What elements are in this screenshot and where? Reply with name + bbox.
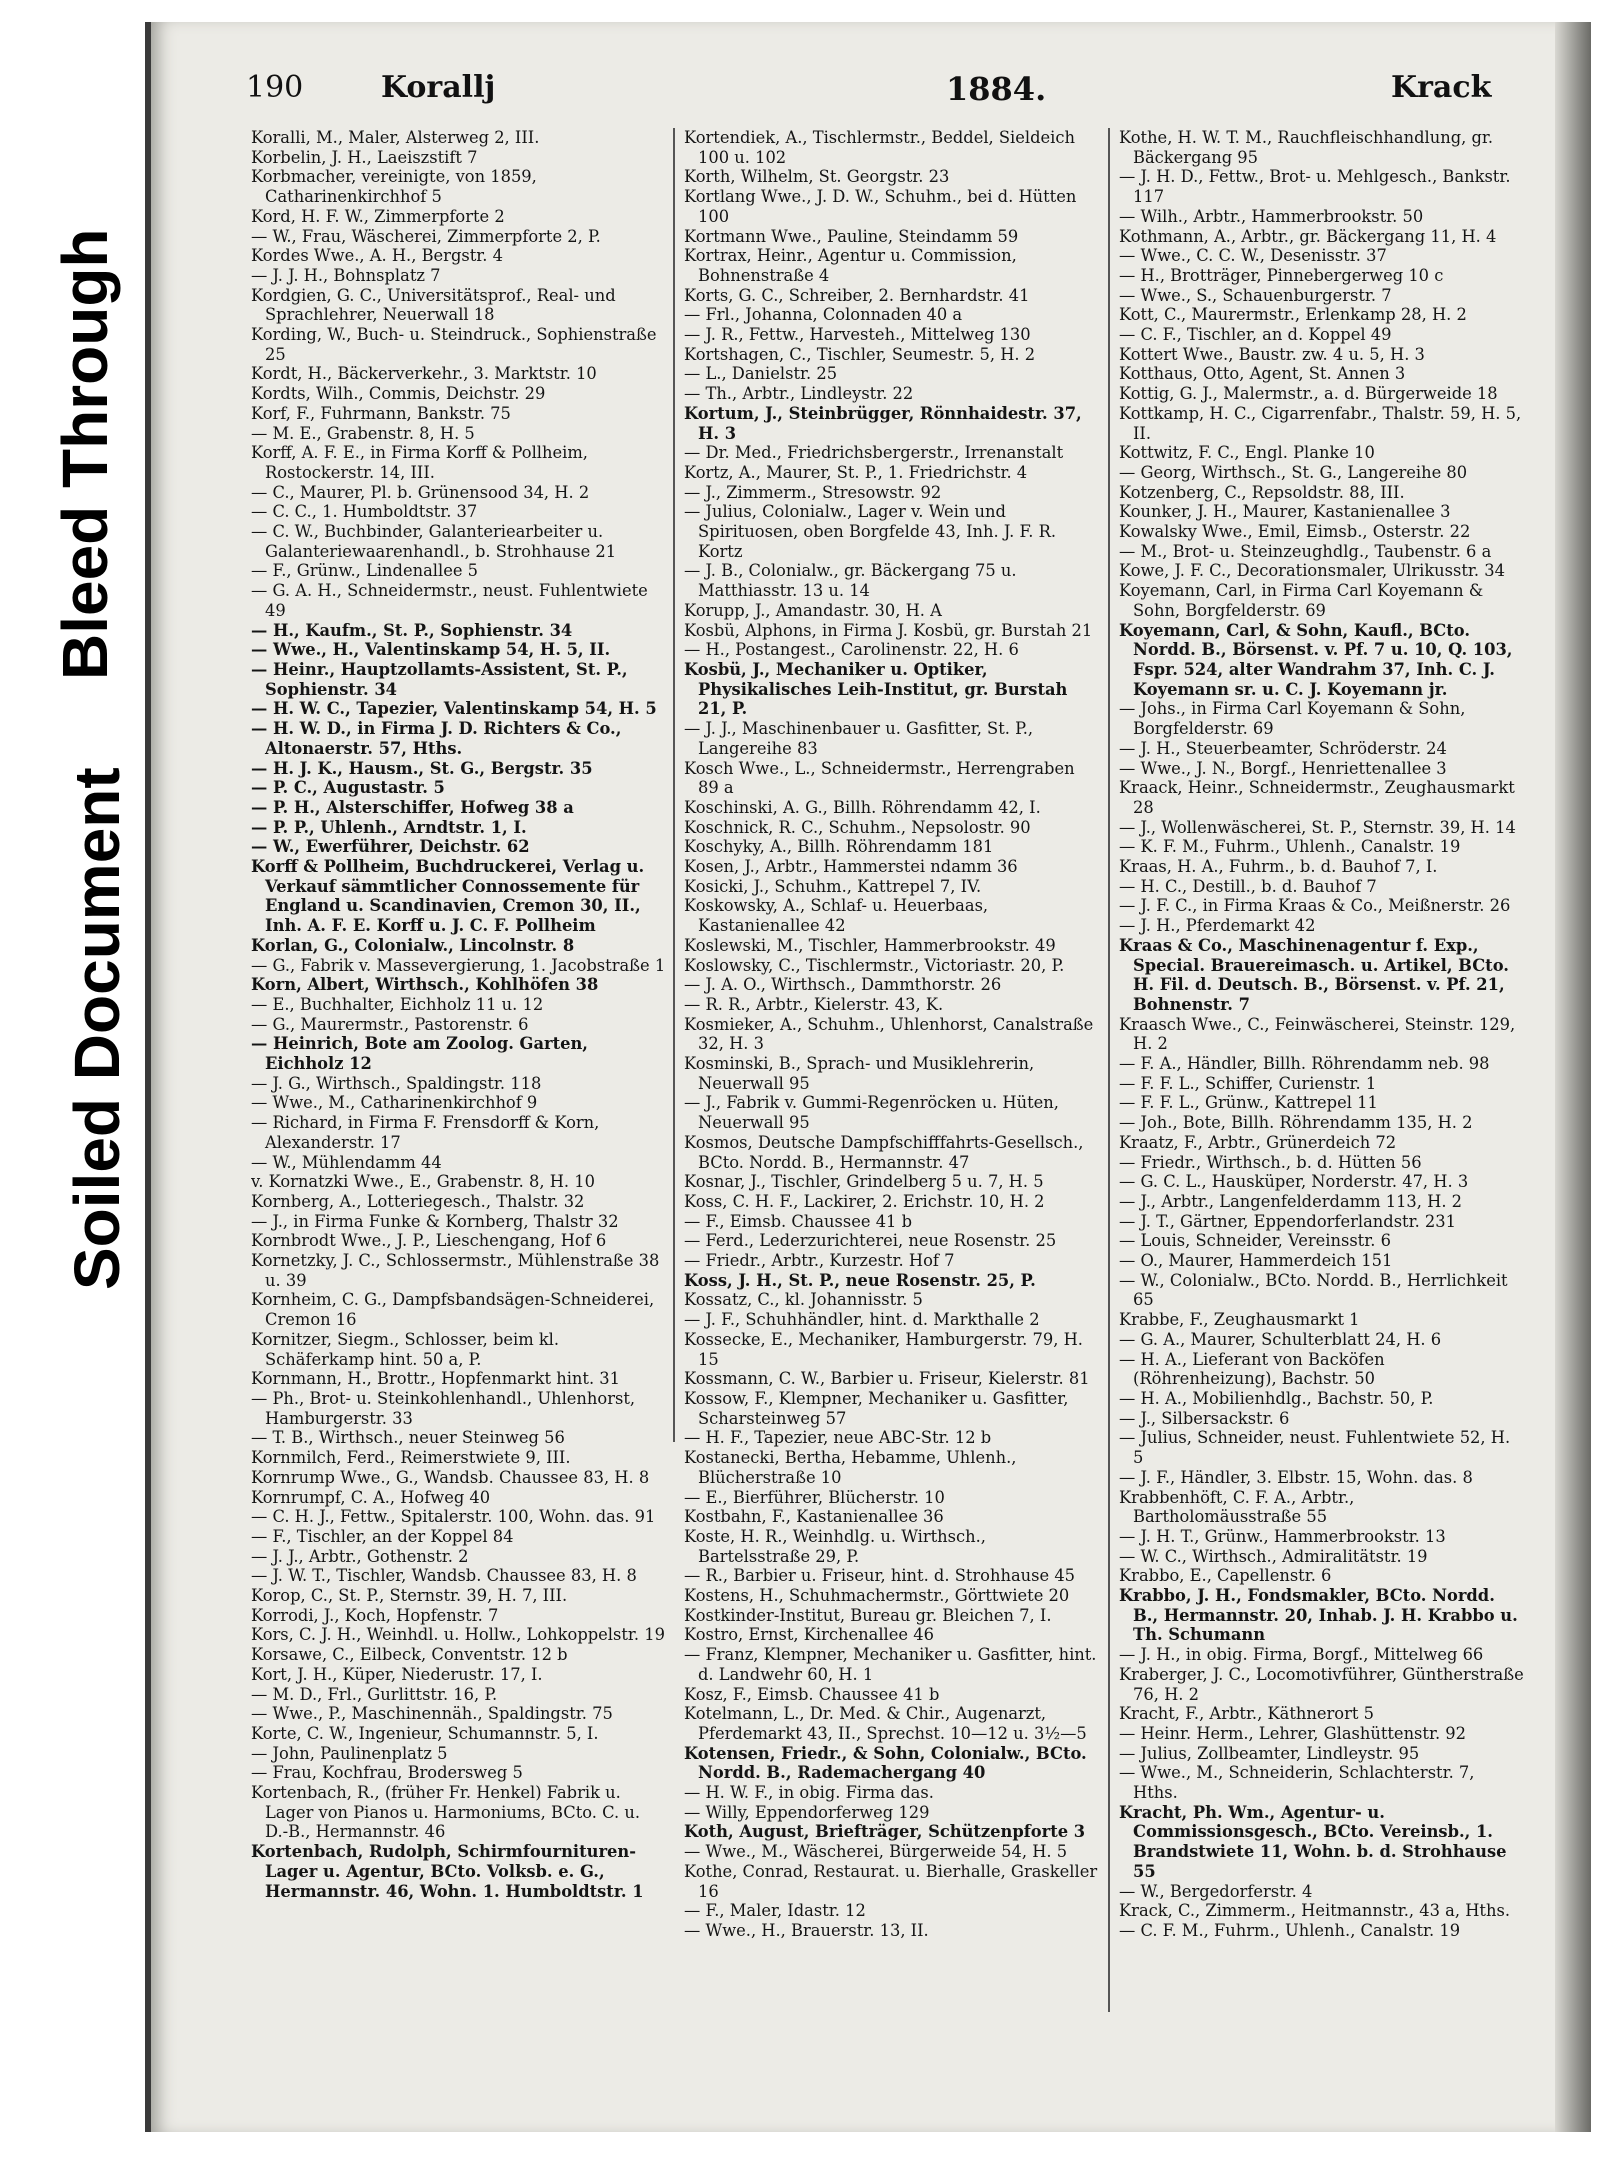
directory-entry: Kossow, F., Klempner, Mechaniker u. Gasfitter, Scharsteinweg 57 — [684, 1389, 1069, 1428]
directory-entry: — J. B., Colonialw., gr. Bäckergang 75 u. Matthiasstr. 13 u. 14 — [684, 561, 1017, 601]
directory-entry: — R., Barbier u. Friseur, hint. d. Strohhause 45 — [684, 1566, 1076, 1586]
directory-entry: — F., Tischler, an der Koppel 84 — [251, 1526, 514, 1546]
directory-entry: Koss, J. H., St. P., neue Rosenstr. 25, P. — [684, 1270, 1036, 1290]
directory-entry: Kornrump Wwe., G., Wandsb. Chaussee 83, H. 8 — [251, 1467, 650, 1487]
directory-entry: Kotzenberg, C., Repsoldstr. 88, III. — [1119, 482, 1405, 502]
directory-entry: — P. C., Augustastr. 5 — [251, 778, 445, 798]
directory-entry: — Julius, Zollbeamter, Lindleystr. 95 — [1119, 1743, 1420, 1763]
directory-entry: Koschinski, A. G., Billh. Röhrendamm 42, I. — [684, 797, 1041, 817]
page-number: 190 — [246, 70, 304, 105]
header-left-catchword: Korallj — [381, 70, 496, 105]
directory-entry: Koschnick, R. C., Schuhm., Nepsolostr. 90 — [684, 817, 1031, 837]
directory-entry: Kors, C. J. H., Weinhdl. u. Hollw., Lohkoppelstr. 19 — [251, 1625, 665, 1645]
directory-entry: — C. F. M., Fuhrm., Uhlenh., Canalstr. 19 — [1119, 1920, 1461, 1940]
directory-entry: Kott, C., Maurermstr., Erlenkamp 28, H. 2 — [1119, 305, 1467, 325]
directory-entry: Kossecke, E., Mechaniker, Hamburgerstr. 79, H. 15 — [684, 1329, 1083, 1369]
directory-entry: Kornheim, C. G., Dampfsbandsägen-Schneiderei, Cremon 16 — [251, 1290, 655, 1330]
directory-entry: — Julius, Colonialw., Lager v. Wein und Spirituosen, oben Borgfelde 43, Inh. J. F. R. Kortz — [684, 502, 1057, 561]
directory-entry: — C. C., 1. Humboldtstr. 37 — [251, 502, 478, 522]
directory-entry: — J. W. T., Tischler, Wandsb. Chaussee 83, H. 8 — [251, 1566, 637, 1586]
directory-entry: — F., Maler, Idastr. 12 — [684, 1901, 866, 1921]
directory-entry: — Wwe., M., Schneiderin, Schlachterstr. 7, Hths. — [1119, 1763, 1475, 1803]
directory-entry: — J. F., Schuhhändler, hint. d. Markthalle 2 — [684, 1310, 1040, 1330]
directory-entry: Kraack, Heinr., Schneidermstr., Zeughausmarkt 28 — [1119, 778, 1515, 817]
directory-entry: — W. C., Wirthsch., Admiralitätstr. 19 — [1119, 1546, 1428, 1566]
directory-entry: — M. E., Grabenstr. 8, H. 5 — [251, 423, 475, 443]
directory-entry: Kowe, J. F. C., Decorationsmaler, Ulrikusstr. 34 — [1119, 561, 1505, 581]
directory-entry: Kornrumpf, C. A., Hofweg 40 — [251, 1487, 491, 1507]
directory-entry: — Wwe., P., Maschinennäh., Spaldingstr. 75 — [251, 1704, 613, 1724]
directory-entry: Kostanecki, Bertha, Hebamme, Uhlenh., Blücherstraße 10 — [684, 1448, 1017, 1487]
directory-entry: Kottkamp, H. C., Cigarrenfabr., Thalstr. 59, H. 5, II. — [1119, 403, 1522, 443]
directory-entry: Kossmann, C. W., Barbier u. Friseur, Kielerstr. 81 — [684, 1369, 1090, 1389]
directory-entry: Krabbenhöft, C. F. A., Arbtr., Bartholomäusstraße 55 — [1119, 1487, 1355, 1527]
directory-entry: Kosmos, Deutsche Dampfschifffahrts-Gesellsch., BCto. Nordd. B., Hermannstr. 47 — [684, 1132, 1084, 1172]
directory-entry: — R. R., Arbtr., Kielerstr. 43, K. — [684, 994, 944, 1014]
directory-entry: Korupp, J., Amandastr. 30, H. A — [684, 600, 942, 620]
directory-entry: v. Kornatzki Wwe., E., Grabenstr. 8, H. 10 — [251, 1172, 595, 1192]
directory-entry: Kotelmann, L., Dr. Med. & Chir., Augenarzt, Pferdemarkt 43, II., Sprechst. 10—12 u. 3½—5 — [684, 1704, 1087, 1743]
directory-entry: — Louis, Schneider, Vereinsstr. 6 — [1119, 1231, 1391, 1251]
directory-entry: Korbelin, J. H., Laeiszstift 7 — [251, 147, 478, 167]
directory-entry: — F. A., Händler, Billh. Röhrendamm neb. 98 — [1119, 1054, 1490, 1074]
directory-entry: — Th., Arbtr., Lindleystr. 22 — [684, 384, 914, 404]
directory-entry: — H. J. K., Hausm., St. G., Bergstr. 35 — [251, 758, 593, 778]
directory-entry: — H. W. C., Tapezier, Valentinskamp 54, H. 5 — [251, 699, 657, 719]
directory-entry: Kossatz, C., kl. Johannisstr. 5 — [684, 1290, 923, 1310]
directory-entry: — W., Ewerführer, Deichstr. 62 — [251, 837, 530, 857]
header-right-catchword: Krack — [1391, 70, 1492, 105]
directory-entry: Kornmilch, Ferd., Reimerstwiete 9, III. — [251, 1448, 571, 1468]
directory-entry: — H., Postangest., Carolinenstr. 22, H. 6 — [684, 640, 1019, 660]
directory-entry: Koyemann, Carl, in Firma Carl Koyemann & Sohn, Borgfelderstr. 69 — [1119, 581, 1484, 620]
directory-entry: Korf, F., Fuhrmann, Bankstr. 75 — [251, 403, 511, 423]
directory-entry: — F., Grünw., Lindenallee 5 — [251, 561, 479, 581]
directory-entry: — L., Danielstr. 25 — [684, 364, 838, 384]
directory-entry: — G., Maurermstr., Pastorenstr. 6 — [251, 1014, 529, 1034]
bleed-through-label: Bleed Through — [49, 228, 121, 680]
directory-entry: — Johs., in Firma Carl Koyemann & Sohn, Borgfelderstr. 69 — [1119, 699, 1466, 739]
directory-entry: — Wwe., H., Valentinskamp 54, H. 5, II. — [251, 640, 611, 660]
directory-entry: — Wwe., C. C. W., Desenisstr. 37 — [1119, 246, 1387, 266]
directory-entry: Koslewski, M., Tischler, Hammerbrookstr. 49 — [684, 935, 1056, 955]
directory-entry: — Heinr., Hauptzollamts-Assistent, St. P., Sophienstr. 34 — [251, 659, 628, 699]
directory-entry: Korsawe, C., Eilbeck, Conventstr. 12 b — [251, 1645, 568, 1665]
directory-entry: — W., Colonialw., BCto. Nordd. B., Herrlichkeit 65 — [1119, 1270, 1508, 1310]
directory-entry: Kosbü, Alphons, in Firma J. Kosbü, gr. Burstah 21 — [684, 620, 1093, 640]
directory-entry: Kosmieker, A., Schuhm., Uhlenhorst, Canalstraße 32, H. 3 — [684, 1014, 1094, 1054]
directory-entry: — P. P., Uhlenh., Arndtstr. 1, I. — [251, 817, 527, 837]
directory-entry: — Frl., Johanna, Colonnaden 40 a — [684, 305, 963, 325]
directory-entry: — John, Paulinenplatz 5 — [251, 1743, 448, 1763]
soiled-document-label: Soiled Document — [61, 767, 133, 1290]
directory-entry: Kosicki, J., Schuhm., Kattrepel 7, IV. — [684, 876, 982, 896]
directory-entry: — Frau, Kochfrau, Brodersweg 5 — [251, 1763, 523, 1783]
directory-entry: — J. H., Pferdemarkt 42 — [1119, 916, 1316, 936]
directory-entry: — E., Buchhalter, Eichholz 11 u. 12 — [251, 994, 544, 1014]
directory-entry: — M. D., Frl., Gurlittstr. 16, P. — [251, 1684, 498, 1704]
directory-entry: — W., Frau, Wäscherei, Zimmerpforte 2, P. — [251, 226, 601, 246]
header-year: 1884. — [946, 70, 1047, 108]
directory-entry: — J., Silbersackstr. 6 — [1119, 1408, 1290, 1428]
directory-entry: Kostbahn, F., Kastanienallee 36 — [684, 1507, 944, 1527]
directory-entry: — J. G., Wirthsch., Spaldingstr. 118 — [251, 1073, 542, 1093]
directory-entry: Kosen, J., Arbtr., Hammerstei ndamm 36 — [684, 857, 1018, 877]
directory-entry: — C. W., Buchbinder, Galanteriearbeiter u. Galanteriewaarenhandl., b. Strohhause 21 — [251, 522, 617, 561]
directory-entry: Kordgien, G. C., Universitätsprof., Real- und Sprachlehrer, Neuerwall 18 — [251, 285, 616, 325]
directory-entry: — Wwe., S., Schauenburgerstr. 7 — [1119, 285, 1392, 305]
directory-entry: Korff & Pollheim, Buchdruckerei, Verlag u. Verkauf sämmtlicher Connossemente für England u. Scandinavien, Cremon 30, II., Inh. A. F. E. Korff u. J. C. F. Pollheim — [251, 857, 645, 936]
directory-entry: Koslowsky, C., Tischlermstr., Victoriastr. 20, P. — [684, 955, 1065, 975]
directory-entry: — O., Maurer, Hammerdeich 151 — [1119, 1251, 1393, 1271]
directory-entry: Koskowsky, A., Schlaf- u. Heuerbaas, Kastanienallee 42 — [684, 896, 989, 936]
directory-entry: — Heinr. Herm., Lehrer, Glashüttenstr. 92 — [1119, 1723, 1467, 1743]
directory-entry: — K. F. M., Fuhrm., Uhlenh., Canalstr. 19 — [1119, 837, 1461, 857]
directory-entry: — Wwe., J. N., Borgf., Henriettenallee 3 — [1119, 758, 1447, 778]
directory-entry: Kornmann, H., Brottr., Hopfenmarkt hint. 31 — [251, 1369, 621, 1389]
directory-entry: — J. H. T., Grünw., Hammerbrookstr. 13 — [1119, 1526, 1446, 1546]
directory-entry: — T. B., Wirthsch., neuer Steinweg 56 — [251, 1428, 565, 1448]
directory-entry: — H. F., Tapezier, neue ABC-Str. 12 b — [684, 1428, 992, 1448]
directory-entry: Kortenbach, Rudolph, Schirmfournituren-Lager u. Agentur, BCto. Volksb. e. G., Hermannstr. 46, Wohn. 1. Humboldtstr. 1 — [251, 1842, 644, 1901]
directory-entry: Kornitzer, Siegm., Schlosser, beim kl. Schäferkamp hint. 50 a, P. — [251, 1329, 560, 1369]
directory-entry: Kortenbach, R., (früher Fr. Henkel) Fabrik u. Lager von Pianos u. Harmoniums, BCto. C. u. D.-B., Hermannstr. 46 — [251, 1783, 640, 1842]
directory-entry: — F., Eimsb. Chaussee 41 b — [684, 1211, 913, 1231]
directory-entry: — Heinrich, Bote am Zoolog. Garten, Eichholz 12 — [251, 1034, 588, 1074]
directory-entry: — E., Bierführer, Blücherstr. 10 — [684, 1487, 945, 1507]
directory-entry: — C. F., Tischler, an d. Koppel 49 — [1119, 325, 1392, 345]
directory-entry: — W., Mühlendamm 44 — [251, 1152, 442, 1172]
directory-entry: — J. A. O., Wirthsch., Dammthorstr. 26 — [684, 975, 1002, 995]
directory-entry: Kortrax, Heinr., Agentur u. Commission, Bohnenstraße 4 — [684, 246, 1017, 285]
directory-entry: Korn, Albert, Wirthsch., Kohlhöfen 38 — [251, 975, 599, 995]
directory-entry: Kording, W., Buch- u. Steindruck., Sophienstraße 25 — [251, 325, 657, 364]
directory-entry: — G. C. L., Hausküper, Norderstr. 47, H. 3 — [1119, 1172, 1469, 1192]
directory-entry: Krabbo, J. H., Fondsmakler, BCto. Nordd. B., Hermannstr. 20, Inhab. J. H. Krabbo u. Th. Schumann — [1119, 1586, 1518, 1645]
directory-entry: — F. F. L., Grünw., Kattrepel 11 — [1119, 1093, 1378, 1113]
directory-entry: Kostkinder-Institut, Bureau gr. Bleichen 7, I. — [684, 1605, 1052, 1625]
directory-entry: Kraasch Wwe., C., Feinwäscherei, Steinstr. 129, H. 2 — [1119, 1014, 1516, 1054]
directory-column-2 — [684, 128, 1099, 2092]
directory-entry: Koyemann, Carl, & Sohn, Kaufl., BCto. Nordd. B., Börsenst. v. Pf. 7 u. 10, Q. 103, Fspr. 524, alter Wandrahm 37, Inh. C. J. Koyemann sr. u. C. J. Koyemann jr. — [1119, 620, 1513, 699]
directory-entry: Kraas & Co., Maschinenagentur f. Exp., Special. Brauereimasch. u. Artikel, BCto. H. Fil. d. Deutsch. B., Börsenst. v. Pf. 21, Bohnenstr. 7 — [1119, 935, 1509, 1014]
directory-entry: Kracht, F., Arbtr., Käthnerort 5 — [1119, 1704, 1374, 1724]
directory-entry: — Friedr., Wirthsch., b. d. Hütten 56 — [1119, 1152, 1422, 1172]
directory-entry: — Willy, Eppendorferweg 129 — [684, 1802, 930, 1822]
directory-entry: — J. F. C., in Firma Kraas & Co., Meißnerstr. 26 — [1119, 896, 1511, 916]
directory-entry: Kraatz, F., Arbtr., Grünerdeich 72 — [1119, 1132, 1397, 1152]
directory-entry: Kosminski, B., Sprach- und Musiklehrerin, Neuerwall 95 — [684, 1054, 1035, 1093]
directory-column-1 — [251, 128, 666, 2092]
directory-entry: — J. J., Arbtr., Gothenstr. 2 — [251, 1546, 469, 1566]
directory-entry: — H., Kaufm., St. P., Sophienstr. 34 — [251, 620, 573, 640]
directory-entry: — J. H., Steuerbeamter, Schröderstr. 24 — [1119, 738, 1447, 758]
directory-entry: Kowalsky Wwe., Emil, Eimsb., Osterstr. 22 — [1119, 522, 1471, 542]
directory-entry: — Ferd., Lederzurichterei, neue Rosenstr. 25 — [684, 1231, 1057, 1251]
directory-entry: Kostens, H., Schuhmachermstr., Görttwiete 20 — [684, 1586, 1070, 1606]
directory-entry: Kortz, A., Maurer, St. P., 1. Friedrichstr. 4 — [684, 462, 1028, 482]
directory-entry: Kotthaus, Otto, Agent, St. Annen 3 — [1119, 364, 1406, 384]
directory-entry: Korop, C., St. P., Sternstr. 39, H. 7, III. — [251, 1586, 568, 1606]
directory-entry: Kornbrodt Wwe., J. P., Lieschengang, Hof 6 — [251, 1231, 607, 1251]
directory-entry: Korts, G. C., Schreiber, 2. Bernhardstr. 41 — [684, 285, 1030, 305]
directory-entry: — J., Arbtr., Langenfelderdamm 113, H. 2 — [1119, 1191, 1463, 1211]
directory-entry: — H. C., Destill., b. d. Bauhof 7 — [1119, 876, 1377, 896]
directory-entry: — Wwe., M., Wäscherei, Bürgerweide 54, H. 5 — [684, 1842, 1068, 1862]
directory-entry: Kottert Wwe., Baustr. zw. 4 u. 5, H. 3 — [1119, 344, 1425, 364]
directory-entry: — J. J., Maschinenbauer u. Gasfitter, St. P., Langereihe 83 — [684, 719, 1034, 758]
directory-entry: Kosz, F., Eimsb. Chaussee 41 b — [684, 1684, 940, 1704]
directory-entry: Kortlang Wwe., J. D. W., Schuhm., bei d. Hütten 100 — [684, 187, 1077, 226]
directory-entry: Kosch Wwe., L., Schneidermstr., Herrengraben 89 a — [684, 758, 1075, 798]
directory-entry: Krabbo, E., Capellenstr. 6 — [1119, 1566, 1332, 1586]
directory-entry: Korlan, G., Colonialw., Lincolnstr. 8 — [251, 935, 575, 955]
directory-entry: Kortmann Wwe., Pauline, Steindamm 59 — [684, 226, 1019, 246]
directory-entry: Kottwitz, F. C., Engl. Planke 10 — [1119, 443, 1375, 463]
directory-entry: — Wwe., M., Catharinenkirchhof 9 — [251, 1093, 538, 1113]
directory-entry: — J. R., Fettw., Harvesteh., Mittelweg 130 — [684, 325, 1031, 345]
directory-entry: Kraberger, J. C., Locomotivführer, Güntherstraße 76, H. 2 — [1119, 1664, 1524, 1704]
directory-entry: Korrodi, J., Koch, Hopfenstr. 7 — [251, 1605, 499, 1625]
directory-entry: Kortshagen, C., Tischler, Seumestr. 5, H. 2 — [684, 344, 1036, 364]
directory-page — [145, 22, 1591, 2132]
directory-entry: Kracht, Ph. Wm., Agentur- u. Commissionsgesch., BCto. Vereinsb., 1. Brandstwiete 11, Wohn. b. d. Strohhause 55 — [1119, 1802, 1507, 1881]
directory-entry: Kornetzky, J. C., Schlossermstr., Mühlenstraße 38 u. 39 — [251, 1251, 660, 1290]
page-edge-shadow — [1555, 22, 1591, 2132]
directory-entry: — H., Brotträger, Pinnebergerweg 10 c — [1119, 265, 1444, 285]
directory-entry: Korte, C. W., Ingenieur, Schumannstr. 5, I. — [251, 1723, 599, 1743]
directory-entry: — Friedr., Arbtr., Kurzestr. Hof 7 — [684, 1251, 955, 1271]
directory-entry: — H. A., Mobilienhdlg., Bachstr. 50, P. — [1119, 1389, 1434, 1408]
directory-entry: — J. J. H., Bohnsplatz 7 — [251, 265, 441, 285]
directory-entry: — P. H., Alsterschiffer, Hofweg 38 a — [251, 797, 574, 817]
directory-entry: Kostro, Ernst, Kirchenallee 46 — [684, 1625, 934, 1645]
directory-entry: Krack, C., Zimmerm., Heitmannstr., 43 a, Hths. — [1119, 1901, 1510, 1921]
directory-entry: Kotensen, Friedr., & Sohn, Colonialw., BCto. Nordd. B., Rademachergang 40 — [684, 1743, 1087, 1783]
column-divider — [673, 128, 675, 1442]
directory-entry: — G. A., Maurer, Schulterblatt 24, H. 6 — [1119, 1329, 1442, 1349]
directory-entry: — J. H. D., Fettw., Brot- u. Mehlgesch., Bankstr. 117 — [1119, 167, 1511, 207]
directory-entry: Korbmacher, vereinigte, von 1859, Catharinenkirchhof 5 — [251, 167, 537, 207]
directory-entry: Koth, August, Briefträger, Schützenpforte 3 — [684, 1822, 1086, 1842]
directory-entry: — F. F. L., Schiffer, Curienstr. 1 — [1119, 1073, 1377, 1093]
directory-entry: — J., Fabrik v. Gummi-Regenröcken u. Hüten, Neuerwall 95 — [684, 1093, 1059, 1133]
directory-entry: — J., Wollenwäscherei, St. P., Sternstr. 39, H. 14 — [1119, 817, 1516, 837]
directory-entry: — J. T., Gärtner, Eppendorferlandstr. 231 — [1119, 1211, 1457, 1231]
directory-entry: — H. A., Lieferant von Backöfen (Röhrenheizung), Bachstr. 50 — [1119, 1349, 1385, 1389]
directory-entry: Kortum, J., Steinbrügger, Rönnhaidestr. 37, H. 3 — [684, 403, 1082, 443]
directory-entry: Kothe, Conrad, Restaurat. u. Bierhalle, Graskeller 16 — [684, 1861, 1098, 1901]
directory-entry: Koss, C. H. F., Lackirer, 2. Erichstr. 10, H. 2 — [684, 1191, 1045, 1211]
directory-entry: Kordt, H., Bäckerverkehr., 3. Marktstr. 10 — [251, 364, 597, 384]
directory-entry: Krabbe, F., Zeughausmarkt 1 — [1119, 1310, 1360, 1330]
directory-entry: — Wwe., H., Brauerstr. 13, II. — [684, 1920, 929, 1940]
directory-entry: — Joh., Bote, Billh. Röhrendamm 135, H. 2 — [1119, 1113, 1473, 1133]
directory-entry: Kounker, J. H., Maurer, Kastanienallee 3 — [1119, 502, 1451, 522]
directory-entry: Kraas, H. A., Fuhrm., b. d. Bauhof 7, I. — [1119, 857, 1438, 877]
directory-entry: — Georg, Wirthsch., St. G., Langereihe 80 — [1119, 462, 1468, 482]
directory-entry: Kort, J. H., Küper, Niederustr. 17, I. — [251, 1664, 543, 1684]
directory-entry: — J. H., in obig. Firma, Borgf., Mittelweg 66 — [1119, 1645, 1484, 1665]
directory-entry: Kosbü, J., Mechaniker u. Optiker, Physikalisches Leih-Institut, gr. Burstah 21, P. — [684, 659, 1068, 719]
directory-entry: — H. W. F., in obig. Firma das. — [684, 1783, 934, 1803]
directory-entry: — C., Maurer, Pl. b. Grünensood 34, H. 2 — [251, 482, 590, 502]
directory-entry: Kord, H. F. W., Zimmerpforte 2 — [251, 206, 505, 226]
directory-entry: Kortendiek, A., Tischlermstr., Beddel, Sieldeich 100 u. 102 — [684, 128, 1075, 167]
directory-entry: — J. F., Händler, 3. Elbstr. 15, Wohn. das. 8 — [1119, 1467, 1473, 1487]
directory-entry: — G. A. H., Schneidermstr., neust. Fuhlentwiete 49 — [251, 581, 648, 620]
directory-entry: — W., Bergedorferstr. 4 — [1119, 1881, 1313, 1901]
directory-entry: — Julius, Schneider, neust. Fuhlentwiete 52, H. 5 — [1119, 1428, 1511, 1468]
directory-entry: — Richard, in Firma F. Frensdorff & Korn, Alexanderstr. 17 — [251, 1113, 600, 1152]
directory-entry: — J., in Firma Funke & Kornberg, Thalstr 32 — [251, 1211, 619, 1231]
directory-entry: — M., Brot- u. Steinzeughdlg., Taubenstr. 6 a — [1119, 541, 1492, 561]
directory-entry: Kornberg, A., Lotteriegesch., Thalstr. 32 — [251, 1191, 585, 1211]
directory-entry: — C. H. J., Fettw., Spitalerstr. 100, Wohn. das. 91 — [251, 1507, 656, 1527]
directory-entry: Kordts, Wilh., Commis, Deichstr. 29 — [251, 384, 546, 404]
directory-entry: Korth, Wilhelm, St. Georgstr. 23 — [684, 167, 950, 187]
directory-column-3 — [1119, 128, 1524, 2092]
directory-entry: Kothmann, A., Arbtr., gr. Bäckergang 11, H. 4 — [1119, 226, 1497, 246]
directory-entry: Koschyky, A., Billh. Röhrendamm 181 — [684, 837, 994, 857]
directory-entry: Koralli, M., Maler, Alsterweg 2, III. — [251, 128, 540, 147]
directory-entry: — Franz, Klempner, Mechaniker u. Gasfitter, hint. d. Landwehr 60, H. 1 — [684, 1645, 1097, 1684]
directory-entry: — G., Fabrik v. Massevergierung, 1. Jacobstraße 1 — [251, 955, 666, 975]
directory-entry: Kosnar, J., Tischler, Grindelberg 5 u. 7, H. 5 — [684, 1172, 1044, 1192]
directory-entry: — J., Zimmerm., Stresowstr. 92 — [684, 482, 942, 502]
page-header — [246, 70, 1546, 126]
directory-entry: Korff, A. F. E., in Firma Korff & Pollheim, Rostockerstr. 14, III. — [251, 443, 588, 482]
directory-entry: Kordes Wwe., A. H., Bergstr. 4 — [251, 246, 503, 266]
column-divider — [1108, 128, 1110, 2012]
directory-entry: Koste, H. R., Weinhdlg. u. Wirthsch., Bartelsstraße 29, P. — [684, 1526, 986, 1566]
directory-entry: — Dr. Med., Friedrichsbergerstr., Irrenanstalt — [684, 443, 1064, 463]
directory-entry: Kottig, G. J., Malermstr., a. d. Bürgerweide 18 — [1119, 384, 1498, 404]
directory-entry: — H. W. D., in Firma J. D. Richters & Co., Altonaerstr. 57, Hths. — [251, 719, 622, 758]
directory-entry: — Ph., Brot- u. Steinkohlenhandl., Uhlenhorst, Hamburgerstr. 33 — [251, 1389, 636, 1428]
directory-entry: Kothe, H. W. T. M., Rauchfleischhandlung, gr. Bäckergang 95 — [1119, 128, 1494, 167]
directory-entry: — Wilh., Arbtr., Hammerbrookstr. 50 — [1119, 206, 1424, 226]
